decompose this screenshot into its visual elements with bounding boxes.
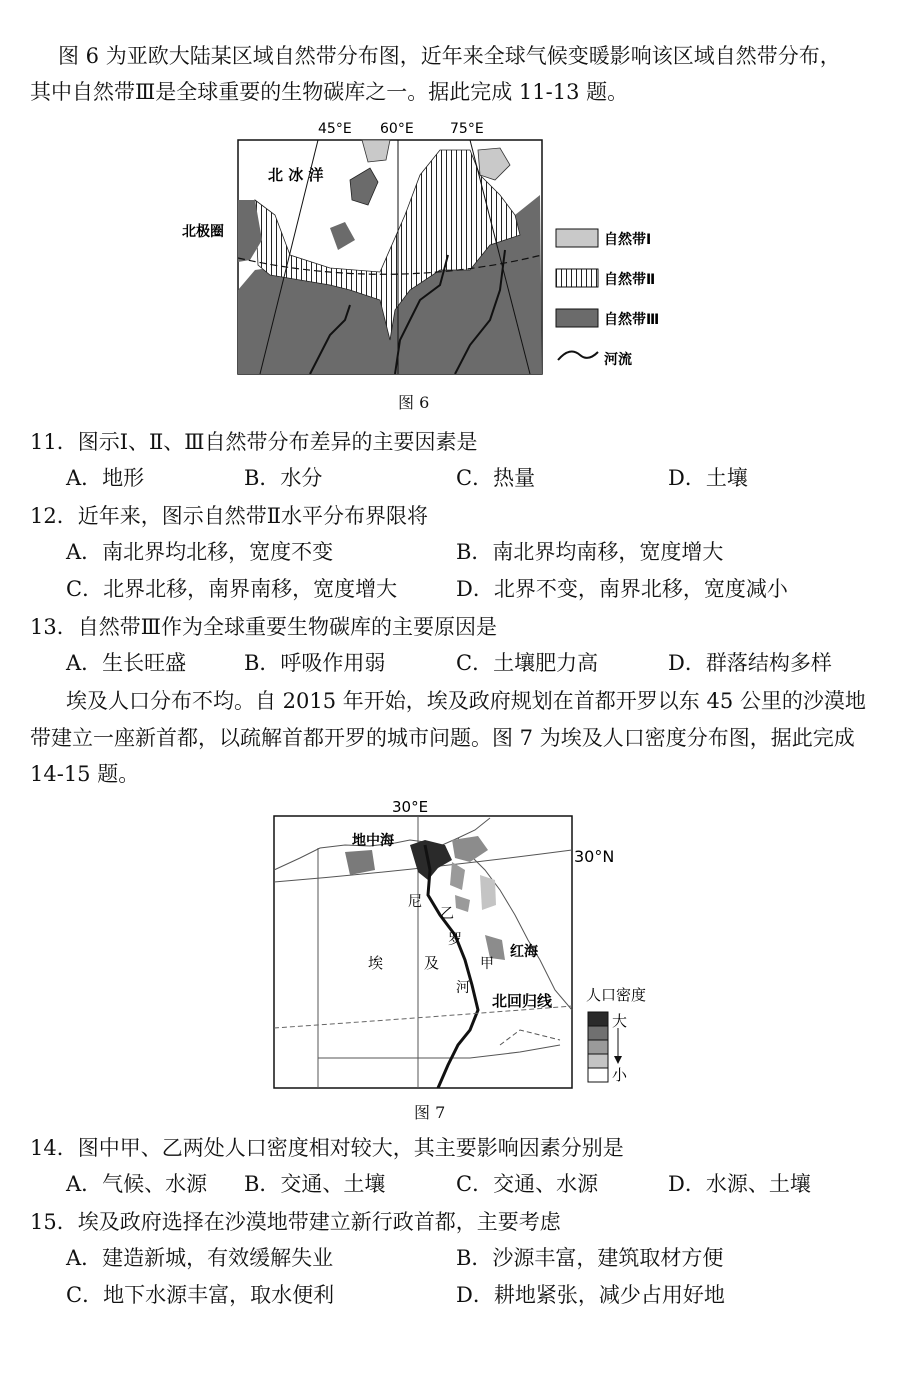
q13-option-d[interactable]: D．群落结构多样 xyxy=(668,651,832,675)
density-legend-swatch-1 xyxy=(588,1012,608,1026)
q13-option-b[interactable]: B．呼吸作用弱 xyxy=(244,651,386,675)
legend-zone-ii-swatch xyxy=(556,269,598,287)
q15-stem: 15．埃及政府选择在沙漠地带建立新行政首都，主要考虑 xyxy=(30,1210,561,1234)
q14-option-a[interactable]: A．气候、水源 xyxy=(66,1172,208,1196)
q14-stem: 14．图中甲、乙两处人口密度相对较大，其主要影响因素分别是 xyxy=(30,1136,624,1160)
density-legend-swatch-4 xyxy=(588,1054,608,1068)
lon-45e-label: 45°E xyxy=(318,121,352,137)
figure-6-caption: 图 6 xyxy=(398,393,430,412)
legend-zone-i-swatch xyxy=(556,229,598,247)
q14-option-b[interactable]: B．交通、土壤 xyxy=(244,1172,386,1196)
density-legend-title: 人口密度 xyxy=(586,986,647,1004)
q11-option-b[interactable]: B．水分 xyxy=(244,466,323,490)
legend-zone-iii-swatch xyxy=(556,309,598,327)
intro2-line1: 埃及人口分布不均。自 2015 年开始，埃及政府规划在首都开罗以东 45 公里的沙漠地 xyxy=(66,689,866,713)
q15-option-c[interactable]: C．地下水源丰富，取水便利 xyxy=(66,1283,335,1307)
density-legend-low: 小 xyxy=(612,1066,628,1084)
q13-option-c[interactable]: C．土壤肥力高 xyxy=(456,651,599,675)
arctic-ocean-label: 北 冰 洋 xyxy=(268,166,324,184)
q14-option-d[interactable]: D．水源、土壤 xyxy=(668,1172,811,1196)
nile-label-2: 罗 xyxy=(448,932,462,948)
lon-75e-label: 75°E xyxy=(450,121,484,137)
q14-option-c[interactable]: C．交通、水源 xyxy=(456,1172,599,1196)
intro2-line3: 14-15 题。 xyxy=(30,762,140,786)
legend-zone-i-label: 自然带Ⅰ xyxy=(604,232,652,248)
intro2-line2: 带建立一座新首都，以疏解首都开罗的城市问题。图 7 为埃及人口密度分布图，据此完成 xyxy=(30,726,855,750)
q11-option-d[interactable]: D．土壤 xyxy=(668,466,748,490)
nile-label-3: 河 xyxy=(456,980,470,996)
point-jia-label: 甲 xyxy=(480,956,494,972)
q15-option-b[interactable]: B．沙源丰富，建筑取材方便 xyxy=(456,1246,724,1270)
q12-option-d[interactable]: D．北界不变，南界北移，宽度减小 xyxy=(456,577,788,601)
legend-river-label: 河流 xyxy=(604,352,632,368)
q15-option-d[interactable]: D．耕地紧张，减少占用好地 xyxy=(456,1283,725,1307)
egypt-label-2: 及 xyxy=(424,954,440,972)
q12-stem: 12．近年来，图示自然带Ⅱ水平分布界限将 xyxy=(30,504,428,528)
mediterranean-label: 地中海 xyxy=(352,833,394,849)
q11-stem: 11．图示Ⅰ、Ⅱ、Ⅲ自然带分布差异的主要因素是 xyxy=(30,430,478,454)
density-legend-swatch-2 xyxy=(588,1026,608,1040)
q13-option-a[interactable]: A．生长旺盛 xyxy=(66,651,187,675)
q12-option-c[interactable]: C．北界北移，南界南移，宽度增大 xyxy=(66,577,398,601)
egypt-label-1: 埃 xyxy=(368,954,384,972)
q11-option-a[interactable]: A．地形 xyxy=(66,466,145,490)
legend-river-icon xyxy=(558,351,598,360)
lon-60e-label: 60°E xyxy=(380,121,414,137)
lat-30n-label: 30°N xyxy=(574,847,615,866)
q11-option-c[interactable]: C．热量 xyxy=(456,466,536,490)
intro1-line2: 其中自然带Ⅲ是全球重要的生物碳库之一。据此完成 11-13 题。 xyxy=(30,80,629,104)
intro1-line1: 图 6 为亚欧大陆某区域自然带分布图，近年来全球气候变暖影响该区域自然带分布， xyxy=(58,44,841,68)
tropic-label: 北回归线 xyxy=(492,992,553,1010)
arctic-circle-label: 北极圈 xyxy=(182,224,224,240)
figure-7-map xyxy=(270,796,670,1092)
density-legend-high: 大 xyxy=(612,1012,628,1030)
lon-30e-label: 30°E xyxy=(392,798,429,816)
point-yi-label: 乙 xyxy=(440,906,454,922)
q12-option-b[interactable]: B．南北界均南移，宽度增大 xyxy=(456,540,724,564)
figure-7-caption: 图 7 xyxy=(414,1103,446,1122)
q13-stem: 13．自然带Ⅲ作为全球重要生物碳库的主要原因是 xyxy=(30,615,497,639)
q12-option-a[interactable]: A．南北界均北移，宽度不变 xyxy=(66,540,334,564)
q15-option-a[interactable]: A．建造新城，有效缓解失业 xyxy=(66,1246,334,1270)
figure-6-map xyxy=(170,112,710,380)
density-light-1 xyxy=(480,875,496,910)
density-legend-swatch-5 xyxy=(588,1068,608,1082)
density-legend-swatch-3 xyxy=(588,1040,608,1054)
legend-zone-iii-label: 自然带Ⅲ xyxy=(604,312,660,328)
red-sea-label: 红海 xyxy=(510,944,538,960)
density-legend-arrowhead xyxy=(614,1056,622,1064)
nile-label-1: 尼 xyxy=(408,894,422,910)
legend-zone-ii-label: 自然带Ⅱ xyxy=(604,272,656,288)
